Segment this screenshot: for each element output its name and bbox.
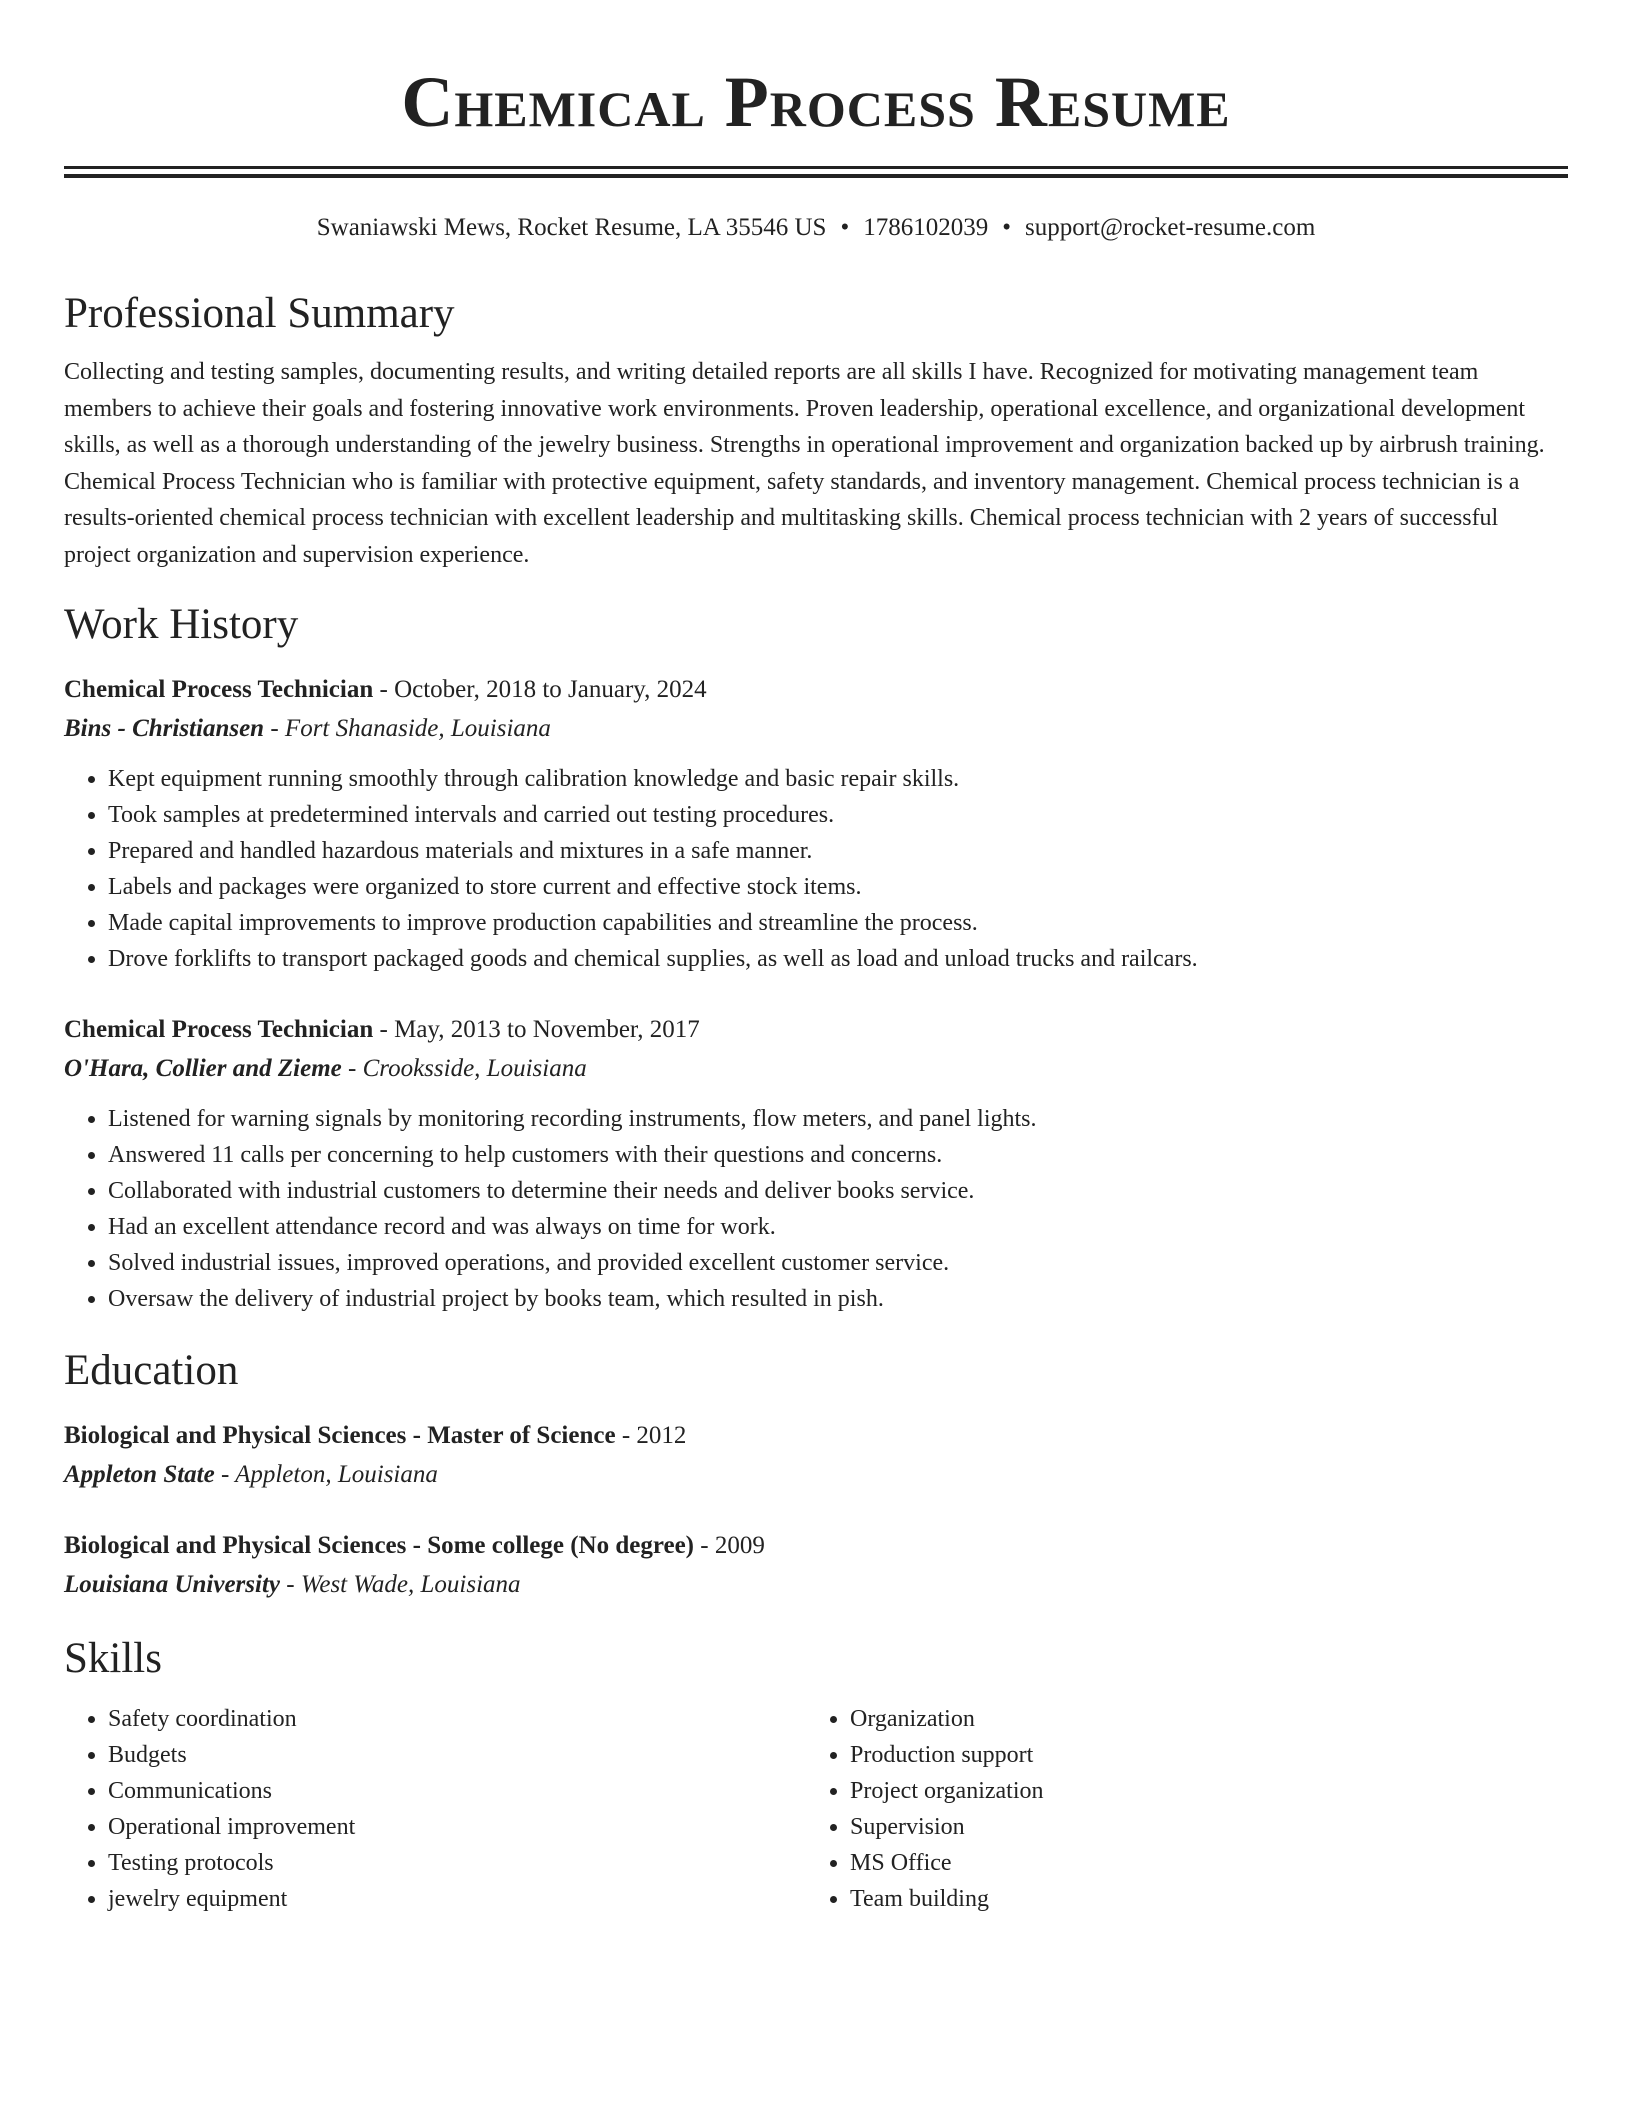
school-line <box>64 1455 1568 1495</box>
company-name: Bins - Christiansen <box>64 715 265 742</box>
job-entry <box>64 1011 1568 1317</box>
job-bullet: • Had an excellent attendance record and was always on time for work. <box>108 1209 1568 1245</box>
company-line <box>64 1049 1568 1089</box>
degree-name: Biological and Physical Sciences - Master of Science <box>64 1422 616 1449</box>
resume-title: Chemical Process Resume <box>401 62 1231 142</box>
job-bullet-list <box>64 1101 1568 1317</box>
skill-item: • Testing protocols <box>108 1845 806 1881</box>
education-heading: Education <box>64 1347 239 1394</box>
contact-separator: • <box>840 214 850 241</box>
job-bullet: • Oversaw the delivery of industrial project by books team, which resulted in pish. <box>108 1281 1568 1317</box>
degree-name: Biological and Physical Sciences - Some college (No degree) <box>64 1532 694 1559</box>
skills-heading: Skills <box>64 1635 162 1682</box>
skill-item: • jewelry equipment <box>108 1881 806 1917</box>
job-title: Chemical Process Technician <box>64 1016 374 1043</box>
summary-heading: Professional Summary <box>64 290 455 337</box>
company-location: - Crooksside, Louisiana <box>341 1055 587 1082</box>
skill-item: • Safety coordination <box>108 1701 806 1737</box>
degree-year: - 2012 <box>615 1422 687 1449</box>
job-bullet: • Solved industrial issues, improved operations, and provided excellent customer service. <box>108 1245 1568 1281</box>
contact-line <box>64 212 1568 244</box>
contact-email: support@rocket-resume.com <box>1024 214 1316 241</box>
degree-line <box>64 1527 1568 1565</box>
job-bullet: • Labels and packages were organized to store current and effective stock items. <box>108 869 1568 905</box>
summary-text: Collecting and testing samples, documenting results, and writing detailed reports are all skills I have. Recognized for motivating management team members to achieve their goals and fostering innovative work environments. Proven leadership, operational excellence, and organizational development skills, as well as a thorough understanding of the jewelry business. Strengths in operational improvement and organization backed up by airbrush training. Chemical Process Technician who is familiar with protective equipment, safety standards, and inventory management. Chemical process technician is a results-oriented chemical process technician with excellent leadership and multitasking skills. Chemical process technician with 2 years of successful project organization and supervision experience. <box>64 359 1545 568</box>
job-bullet: • Prepared and handled hazardous materials and mixtures in a safe manner. <box>108 833 1568 869</box>
job-bullet: • Collaborated with industrial customers to determine their needs and deliver books service. <box>108 1173 1568 1209</box>
degree-line <box>64 1417 1568 1455</box>
education-entry <box>64 1417 1568 1495</box>
job-bullet: • Kept equipment running smoothly through calibration knowledge and basic repair skills. <box>108 761 1568 797</box>
contact-address: Swaniawski Mews, Rocket Resume, LA 35546 US <box>316 214 827 241</box>
skill-item: • Project organization <box>850 1773 1548 1809</box>
job-bullet: • Made capital improvements to improve production capabilities and streamline the process. <box>108 905 1568 941</box>
skill-item: • Budgets <box>108 1737 806 1773</box>
title-double-rule <box>64 166 1568 178</box>
job-bullet: • Drove forklifts to transport packaged goods and chemical supplies, as well as load and unload trucks and railcars. <box>108 941 1568 977</box>
skills-column-left <box>64 1701 806 1917</box>
school-location: - West Wade, Louisiana <box>280 1571 521 1598</box>
company-location: - Fort Shanaside, Louisiana <box>264 715 551 742</box>
contact-phone: 1786102039 <box>863 214 989 241</box>
school-line <box>64 1565 1568 1605</box>
job-title-line <box>64 1011 1568 1049</box>
skill-item: • Organization <box>850 1701 1548 1737</box>
job-entry <box>64 671 1568 977</box>
job-bullet: • Answered 11 calls per concerning to help customers with their questions and concerns. <box>108 1137 1568 1173</box>
job-bullet-list <box>64 761 1568 977</box>
job-bullet: • Took samples at predetermined intervals and carried out testing procedures. <box>108 797 1568 833</box>
job-title-line <box>64 671 1568 709</box>
company-line <box>64 709 1568 749</box>
job-dates: - May, 2013 to November, 2017 <box>373 1016 700 1043</box>
job-bullet: • Listened for warning signals by monitoring recording instruments, flow meters, and panel lights. <box>108 1101 1568 1137</box>
job-title: Chemical Process Technician <box>64 676 374 703</box>
skill-item: • MS Office <box>850 1845 1548 1881</box>
education-entry <box>64 1527 1568 1605</box>
degree-year: - 2009 <box>694 1532 765 1559</box>
company-name: O'Hara, Collier and Zieme <box>64 1055 342 1082</box>
school-name: Louisiana University <box>64 1571 280 1598</box>
work-history-heading: Work History <box>64 601 299 648</box>
skill-item: • Production support <box>850 1737 1548 1773</box>
job-dates: - October, 2018 to January, 2024 <box>373 676 707 703</box>
skill-item: • Team building <box>850 1881 1548 1917</box>
skill-item: • Communications <box>108 1773 806 1809</box>
contact-separator: • <box>1002 214 1011 241</box>
skills-column-right <box>806 1701 1548 1917</box>
school-location: - Appleton, Louisiana <box>214 1461 438 1488</box>
skills-grid <box>64 1701 1568 1917</box>
skill-item: • Supervision <box>850 1809 1548 1845</box>
skill-item: • Operational improvement <box>108 1809 806 1845</box>
school-name: Appleton State <box>64 1461 215 1488</box>
